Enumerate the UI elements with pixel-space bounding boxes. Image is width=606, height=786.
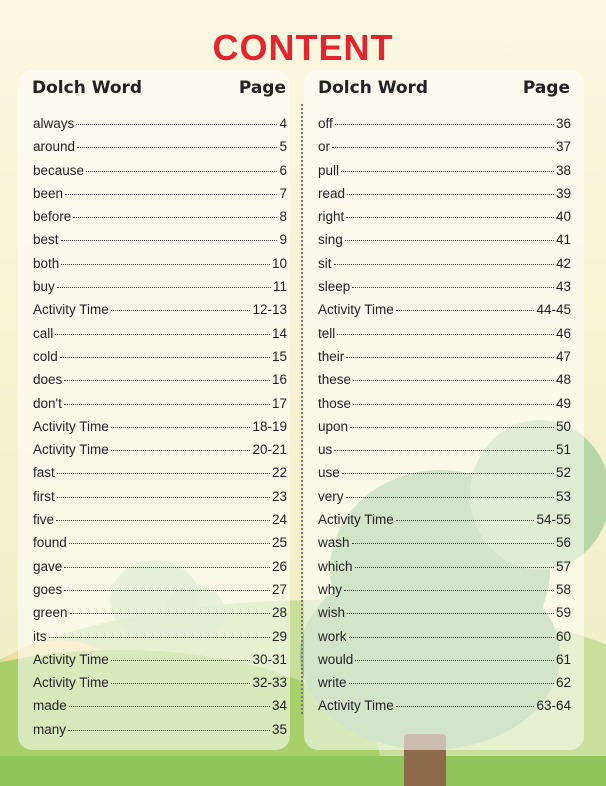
toc-word: tell bbox=[318, 325, 336, 341]
toc-entry bbox=[33, 256, 287, 279]
leader-dots bbox=[355, 660, 554, 661]
toc-page-number: 42 bbox=[555, 255, 571, 271]
leader-dots bbox=[396, 706, 535, 707]
toc-page-number: 56 bbox=[555, 535, 571, 551]
toc-page-number: 49 bbox=[555, 395, 571, 411]
left-column-header bbox=[32, 78, 286, 98]
toc-page-number: 48 bbox=[555, 372, 571, 388]
toc-entry bbox=[33, 489, 287, 512]
leader-dots bbox=[396, 520, 535, 521]
toc-entry bbox=[33, 605, 287, 628]
toc-entry bbox=[33, 535, 287, 558]
toc-entry bbox=[33, 722, 287, 745]
toc-page-number: 43 bbox=[555, 279, 571, 295]
toc-entry bbox=[318, 326, 571, 349]
leader-dots bbox=[341, 171, 554, 172]
toc-entry bbox=[318, 675, 571, 698]
leader-dots bbox=[70, 613, 270, 614]
toc-entry bbox=[33, 116, 287, 139]
toc-entry bbox=[318, 629, 571, 652]
toc-word: Activity Time bbox=[33, 675, 109, 691]
leader-dots bbox=[349, 683, 554, 684]
toc-word: or bbox=[318, 139, 331, 155]
toc-page-number: 20-21 bbox=[252, 442, 287, 458]
toc-page-number: 46 bbox=[555, 325, 571, 341]
right-header-word: Dolch Word bbox=[318, 78, 429, 98]
toc-word: pull bbox=[318, 162, 340, 178]
toc-word: off bbox=[318, 116, 333, 131]
leader-dots bbox=[332, 147, 554, 148]
toc-page-number: 17 bbox=[271, 395, 287, 411]
leader-dots bbox=[111, 427, 251, 428]
toc-word: always bbox=[33, 116, 75, 131]
toc-entry bbox=[33, 349, 287, 372]
toc-entry bbox=[318, 465, 571, 488]
toc-word: use bbox=[318, 465, 340, 481]
toc-page-number: 35 bbox=[271, 721, 287, 737]
toc-word: Activity Time bbox=[33, 442, 109, 458]
leader-dots bbox=[61, 240, 278, 241]
toc-page-number: 12-13 bbox=[252, 302, 287, 318]
toc-entry bbox=[33, 559, 287, 582]
leader-dots bbox=[86, 171, 277, 172]
toc-entry bbox=[33, 209, 287, 232]
toc-word: their bbox=[318, 348, 345, 364]
toc-page-number: 7 bbox=[279, 185, 287, 201]
toc-page-number: 50 bbox=[555, 418, 571, 434]
toc-word: its bbox=[33, 628, 47, 644]
toc-word: buy bbox=[33, 279, 55, 295]
left-header-page: Page bbox=[238, 78, 286, 98]
leader-dots bbox=[334, 450, 554, 451]
left-toc-list bbox=[33, 116, 287, 745]
toc-page-number: 6 bbox=[279, 162, 287, 178]
toc-entry bbox=[33, 302, 287, 325]
leader-dots bbox=[61, 264, 270, 265]
toc-entry bbox=[318, 582, 571, 605]
toc-word: Activity Time bbox=[33, 302, 109, 318]
toc-entry bbox=[318, 605, 571, 628]
toc-entry bbox=[33, 419, 287, 442]
leader-dots bbox=[347, 613, 554, 614]
leader-dots bbox=[57, 287, 271, 288]
toc-entry bbox=[318, 302, 571, 325]
toc-word: work bbox=[318, 628, 347, 644]
toc-page-number: 58 bbox=[555, 581, 571, 597]
toc-page-number: 62 bbox=[555, 675, 571, 691]
toc-word: write bbox=[318, 675, 347, 691]
toc-page-number: 15 bbox=[271, 348, 287, 364]
toc-word: which bbox=[318, 558, 353, 574]
toc-word: first bbox=[33, 488, 55, 504]
toc-entry bbox=[33, 512, 287, 535]
toc-word: these bbox=[318, 372, 352, 388]
toc-entry bbox=[33, 372, 287, 395]
toc-page-number: 27 bbox=[271, 581, 287, 597]
leader-dots bbox=[346, 217, 554, 218]
toc-page-number: 39 bbox=[555, 185, 571, 201]
toc-entry bbox=[318, 419, 571, 442]
toc-entry bbox=[318, 512, 571, 535]
right-header-page: Page bbox=[522, 78, 570, 98]
leader-dots bbox=[64, 404, 270, 405]
toc-word: would bbox=[318, 651, 354, 667]
toc-word: many bbox=[33, 721, 67, 737]
toc-page-number: 63-64 bbox=[536, 698, 571, 714]
toc-page-number: 14 bbox=[271, 325, 287, 341]
toc-page-number: 26 bbox=[271, 558, 287, 574]
toc-page-number: 36 bbox=[555, 116, 571, 131]
toc-word: Activity Time bbox=[33, 418, 109, 434]
toc-word: gave bbox=[33, 558, 63, 574]
toc-word: before bbox=[33, 209, 72, 225]
leader-dots bbox=[342, 473, 554, 474]
leader-dots bbox=[111, 683, 251, 684]
toc-page-number: 52 bbox=[555, 465, 571, 481]
toc-entry bbox=[318, 535, 571, 558]
toc-word: Activity Time bbox=[318, 302, 394, 318]
leader-dots bbox=[334, 264, 554, 265]
toc-word: five bbox=[33, 512, 55, 528]
leader-dots bbox=[111, 660, 251, 661]
toc-page-number: 9 bbox=[279, 232, 287, 248]
leader-dots bbox=[65, 194, 277, 195]
leader-dots bbox=[344, 590, 554, 591]
ground bbox=[0, 756, 606, 786]
toc-word: cold bbox=[33, 348, 58, 364]
toc-page-number: 44-45 bbox=[536, 302, 571, 318]
toc-word: read bbox=[318, 185, 346, 201]
leader-dots bbox=[69, 543, 270, 544]
toc-page-number: 11 bbox=[272, 279, 287, 295]
toc-page-number: 24 bbox=[271, 512, 287, 528]
toc-word: call bbox=[33, 325, 54, 341]
leader-dots bbox=[347, 194, 554, 195]
toc-word: sing bbox=[318, 232, 343, 248]
toc-page-number: 8 bbox=[279, 209, 287, 225]
toc-page-number: 37 bbox=[555, 139, 571, 155]
toc-word: been bbox=[33, 185, 64, 201]
toc-entry bbox=[318, 372, 571, 395]
toc-page-number: 5 bbox=[279, 139, 287, 155]
toc-page-number: 60 bbox=[555, 628, 571, 644]
left-header-word: Dolch Word bbox=[32, 78, 143, 98]
leader-dots bbox=[60, 357, 270, 358]
toc-entry bbox=[318, 652, 571, 675]
column-divider bbox=[301, 104, 303, 714]
toc-word: wish bbox=[318, 605, 346, 621]
toc-entry bbox=[33, 675, 287, 698]
toc-entry bbox=[318, 489, 571, 512]
toc-word: best bbox=[33, 232, 59, 248]
toc-word: wash bbox=[318, 535, 350, 551]
toc-entry bbox=[318, 349, 571, 372]
toc-entry bbox=[33, 139, 287, 162]
toc-page-number: 51 bbox=[555, 442, 571, 458]
page-title: CONTENT bbox=[212, 27, 394, 68]
toc-word: right bbox=[318, 209, 345, 225]
leader-dots bbox=[355, 567, 554, 568]
toc-entry bbox=[318, 442, 571, 465]
toc-page-number: 57 bbox=[555, 558, 571, 574]
leader-dots bbox=[396, 310, 535, 311]
toc-entry bbox=[33, 232, 287, 255]
toc-page-number: 32-33 bbox=[252, 675, 287, 691]
toc-page-number: 40 bbox=[555, 209, 571, 225]
toc-page-number: 30-31 bbox=[252, 651, 287, 667]
toc-entry bbox=[318, 279, 571, 302]
toc-page-number: 25 bbox=[271, 535, 287, 551]
toc-entry bbox=[33, 652, 287, 675]
toc-entry bbox=[33, 629, 287, 652]
leader-dots bbox=[68, 730, 270, 731]
toc-word: sit bbox=[318, 255, 332, 271]
toc-word: us bbox=[318, 442, 333, 458]
leader-dots bbox=[335, 124, 554, 125]
toc-word: don't bbox=[33, 395, 62, 411]
toc-word: green bbox=[33, 605, 68, 621]
toc-word: goes bbox=[33, 581, 63, 597]
toc-page-number: 59 bbox=[555, 605, 571, 621]
leader-dots bbox=[73, 217, 277, 218]
toc-entry bbox=[33, 442, 287, 465]
toc-page-number: 38 bbox=[555, 162, 571, 178]
leader-dots bbox=[111, 310, 251, 311]
toc-entry bbox=[33, 396, 287, 419]
toc-word: Activity Time bbox=[318, 698, 394, 714]
toc-entry bbox=[33, 698, 287, 721]
leader-dots bbox=[349, 637, 554, 638]
leader-dots bbox=[353, 404, 554, 405]
toc-word: Activity Time bbox=[33, 651, 109, 667]
leader-dots bbox=[337, 334, 554, 335]
toc-entry bbox=[318, 186, 571, 209]
toc-entry bbox=[318, 163, 571, 186]
leader-dots bbox=[345, 240, 554, 241]
toc-word: those bbox=[318, 395, 352, 411]
toc-page-number: 34 bbox=[271, 698, 287, 714]
toc-page-number: 53 bbox=[555, 488, 571, 504]
toc-word: sleep bbox=[318, 279, 351, 295]
leader-dots bbox=[64, 567, 270, 568]
leader-dots bbox=[346, 497, 554, 498]
toc-entry bbox=[318, 559, 571, 582]
right-column-header bbox=[318, 78, 570, 98]
leader-dots bbox=[64, 590, 270, 591]
toc-word: around bbox=[33, 139, 76, 155]
leader-dots bbox=[57, 473, 270, 474]
toc-entry bbox=[318, 256, 571, 279]
toc-entry bbox=[33, 465, 287, 488]
toc-word: why bbox=[318, 581, 343, 597]
toc-entry bbox=[318, 232, 571, 255]
toc-entry bbox=[318, 209, 571, 232]
toc-entry bbox=[33, 186, 287, 209]
toc-word: because bbox=[33, 162, 85, 178]
leader-dots bbox=[353, 380, 554, 381]
leader-dots bbox=[49, 637, 270, 638]
leader-dots bbox=[350, 427, 554, 428]
leader-dots bbox=[77, 147, 277, 148]
right-toc-list bbox=[318, 116, 571, 722]
toc-page-number: 41 bbox=[555, 232, 571, 248]
toc-word: Activity Time bbox=[318, 512, 394, 528]
toc-page-number: 61 bbox=[555, 651, 571, 667]
toc-entry bbox=[33, 279, 287, 302]
leader-dots bbox=[64, 380, 270, 381]
leader-dots bbox=[76, 124, 277, 125]
toc-page-number: 28 bbox=[271, 605, 287, 621]
toc-entry bbox=[318, 396, 571, 419]
leader-dots bbox=[56, 520, 270, 521]
leader-dots bbox=[55, 334, 270, 335]
toc-page-number: 29 bbox=[271, 628, 287, 644]
leader-dots bbox=[352, 543, 554, 544]
toc-word: made bbox=[33, 698, 67, 714]
toc-word: very bbox=[318, 488, 344, 504]
toc-entry bbox=[33, 326, 287, 349]
toc-entry bbox=[318, 139, 571, 162]
leader-dots bbox=[111, 450, 251, 451]
leader-dots bbox=[352, 287, 554, 288]
toc-page-number: 18-19 bbox=[252, 418, 287, 434]
toc-page-number: 23 bbox=[271, 488, 287, 504]
leader-dots bbox=[346, 357, 554, 358]
toc-entry bbox=[318, 116, 571, 139]
toc-page-number: 54-55 bbox=[536, 512, 571, 528]
toc-entry bbox=[33, 163, 287, 186]
toc-page-number: 47 bbox=[555, 348, 571, 364]
toc-word: fast bbox=[33, 465, 55, 481]
leader-dots bbox=[69, 706, 270, 707]
toc-word: upon bbox=[318, 418, 349, 434]
toc-entry bbox=[33, 582, 287, 605]
toc-page-number: 16 bbox=[271, 372, 287, 388]
toc-word: does bbox=[33, 372, 63, 388]
toc-page-number: 22 bbox=[271, 465, 287, 481]
leader-dots bbox=[57, 497, 270, 498]
toc-word: both bbox=[33, 255, 60, 271]
toc-word: found bbox=[33, 535, 67, 551]
toc-page-number: 10 bbox=[271, 255, 287, 271]
toc-entry bbox=[318, 698, 571, 721]
toc-page-number: 4 bbox=[279, 116, 287, 131]
